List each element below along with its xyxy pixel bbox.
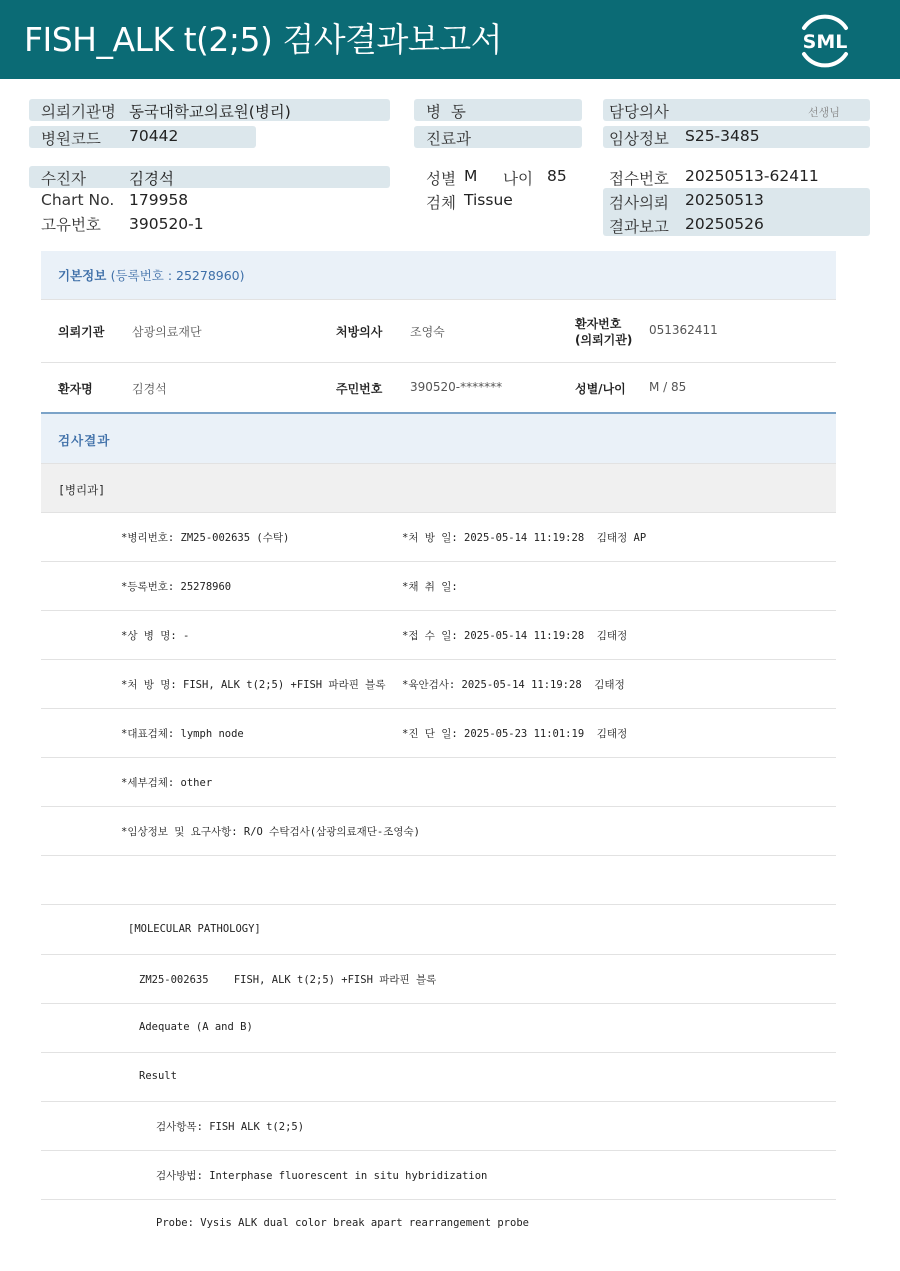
chart-value: 179958 — [129, 191, 189, 209]
department-label: [병리과] — [58, 483, 106, 497]
row-divider — [41, 1199, 836, 1200]
divider — [41, 512, 836, 513]
patient-name-key: 환자명 — [58, 382, 93, 396]
sex-label: 성별 — [426, 170, 456, 188]
resident-no-key: 주민번호 — [336, 382, 383, 396]
row-divider — [41, 610, 836, 611]
report-title: FISH_ALK t(2;5) 검사결과보고서 — [24, 20, 502, 59]
row-divider — [41, 806, 836, 807]
sex-value: M — [464, 167, 478, 185]
logo-text: SML — [802, 31, 848, 53]
age-value: 85 — [547, 167, 567, 185]
result-row-right: *채 취 일: — [402, 581, 458, 593]
row-divider — [41, 855, 836, 856]
prescriber-value: 조영숙 — [410, 325, 445, 339]
unique-value: 390520-1 — [129, 215, 204, 233]
hospital-value: 동국대학교의료원(병리) — [129, 103, 291, 121]
molecular-line: Probe: Vysis ALK dual color break apart rearrangement probe — [156, 1217, 529, 1229]
row-divider — [41, 1101, 836, 1102]
specimen-label: 검체 — [426, 194, 456, 212]
row-divider — [41, 708, 836, 709]
row-divider — [41, 561, 836, 562]
specimen-value: Tissue — [464, 191, 513, 209]
result-row-left: *등록번호: 25278960 — [121, 581, 232, 593]
patient-label: 수진자 — [41, 170, 86, 188]
sex-age-key: 성별/나이 — [575, 382, 626, 396]
sml-logo — [796, 12, 854, 68]
row-divider — [41, 1052, 836, 1053]
ward-label: 병 동 — [426, 103, 466, 121]
molecular-line: ZM25-002635 FISH, ALK t(2;5) +FISH 파라핀 블록 — [139, 974, 437, 986]
row-divider — [41, 659, 836, 660]
result-row-left: *병리번호: ZM25-002635 (수탁) — [121, 532, 290, 544]
req-org-key: 의뢰기관 — [58, 325, 105, 339]
doctor-label: 담당의사 — [609, 103, 669, 121]
result-row-right: *처 방 일: 2025-05-14 11:19:28 김태정 AP — [402, 532, 647, 544]
request-label: 검사의뢰 — [609, 194, 669, 212]
request-value: 20250513 — [685, 191, 764, 209]
hospital-label: 의뢰기관명 — [41, 103, 116, 121]
row-divider — [41, 1150, 836, 1151]
receipt-value: 20250513-62411 — [685, 167, 819, 185]
divider — [41, 299, 836, 300]
clinical-value: S25-3485 — [685, 127, 760, 145]
report-label: 결과보고 — [609, 218, 669, 236]
results-title: 검사결과 — [58, 433, 111, 448]
patient-value: 김경석 — [129, 170, 174, 188]
chart-label: Chart No. — [41, 191, 115, 209]
dept-band — [41, 464, 836, 512]
receipt-label: 접수번호 — [609, 170, 669, 188]
result-row-right: *접 수 일: 2025-05-14 11:19:28 김태정 — [402, 630, 628, 642]
result-row-left: *임상정보 및 요구사항: R/O 수탁검사(삼광의료재단-조영숙) — [121, 826, 421, 838]
row-divider — [41, 954, 836, 955]
patient-name-value: 김경석 — [132, 382, 167, 396]
dept-label: 진료과 — [426, 130, 471, 148]
unique-label: 고유번호 — [41, 216, 101, 234]
report-value: 20250526 — [685, 215, 764, 233]
registration-number: (등록번호 : 25278960) — [110, 268, 245, 283]
row-divider — [41, 904, 836, 905]
result-row-right: *육안검사: 2025-05-14 11:19:28 김태정 — [402, 679, 625, 691]
patient-no-key: 환자번호 — [575, 317, 622, 331]
molecular-line: Result — [139, 1070, 177, 1082]
basic-info-title-text: 기본정보 — [58, 268, 107, 283]
result-row-left: *처 방 명: FISH, ALK t(2;5) +FISH 파라핀 블록 — [121, 679, 386, 691]
doctor-suffix: 선생님 — [808, 106, 840, 119]
report-banner — [0, 0, 900, 79]
divider — [41, 362, 836, 363]
hospcode-label: 병원코드 — [41, 130, 101, 148]
row-divider — [41, 1003, 836, 1004]
result-row-right: *진 단 일: 2025-05-23 11:01:19 김태정 — [402, 728, 628, 740]
prescriber-key: 처방의사 — [336, 325, 383, 339]
molecular-line: 검사방법: Interphase fluorescent in situ hybridization — [156, 1170, 488, 1182]
molecular-line: 검사항목: FISH ALK t(2;5) — [156, 1121, 305, 1133]
molecular-line: Adequate (A and B) — [139, 1021, 253, 1033]
basic-info-title — [58, 266, 245, 284]
result-row-left: *대표검체: lymph node — [121, 728, 244, 740]
clinical-label: 임상정보 — [609, 130, 669, 148]
patient-no-key-sub: (의뢰기관) — [575, 333, 633, 347]
age-label: 나이 — [503, 170, 533, 188]
row-divider — [41, 757, 836, 758]
sex-age-value: M / 85 — [649, 380, 687, 394]
patient-no-value: 051362411 — [649, 323, 718, 337]
hospcode-value: 70442 — [129, 127, 179, 145]
result-row-left: *상 병 명: - — [121, 630, 190, 642]
molecular-line: [MOLECULAR PATHOLOGY] — [128, 923, 261, 935]
result-row-left: *세부검체: other — [121, 777, 213, 789]
results-header — [41, 414, 836, 463]
req-org-value: 삼광의료재단 — [132, 325, 202, 339]
resident-no-value: 390520-******* — [410, 380, 503, 394]
